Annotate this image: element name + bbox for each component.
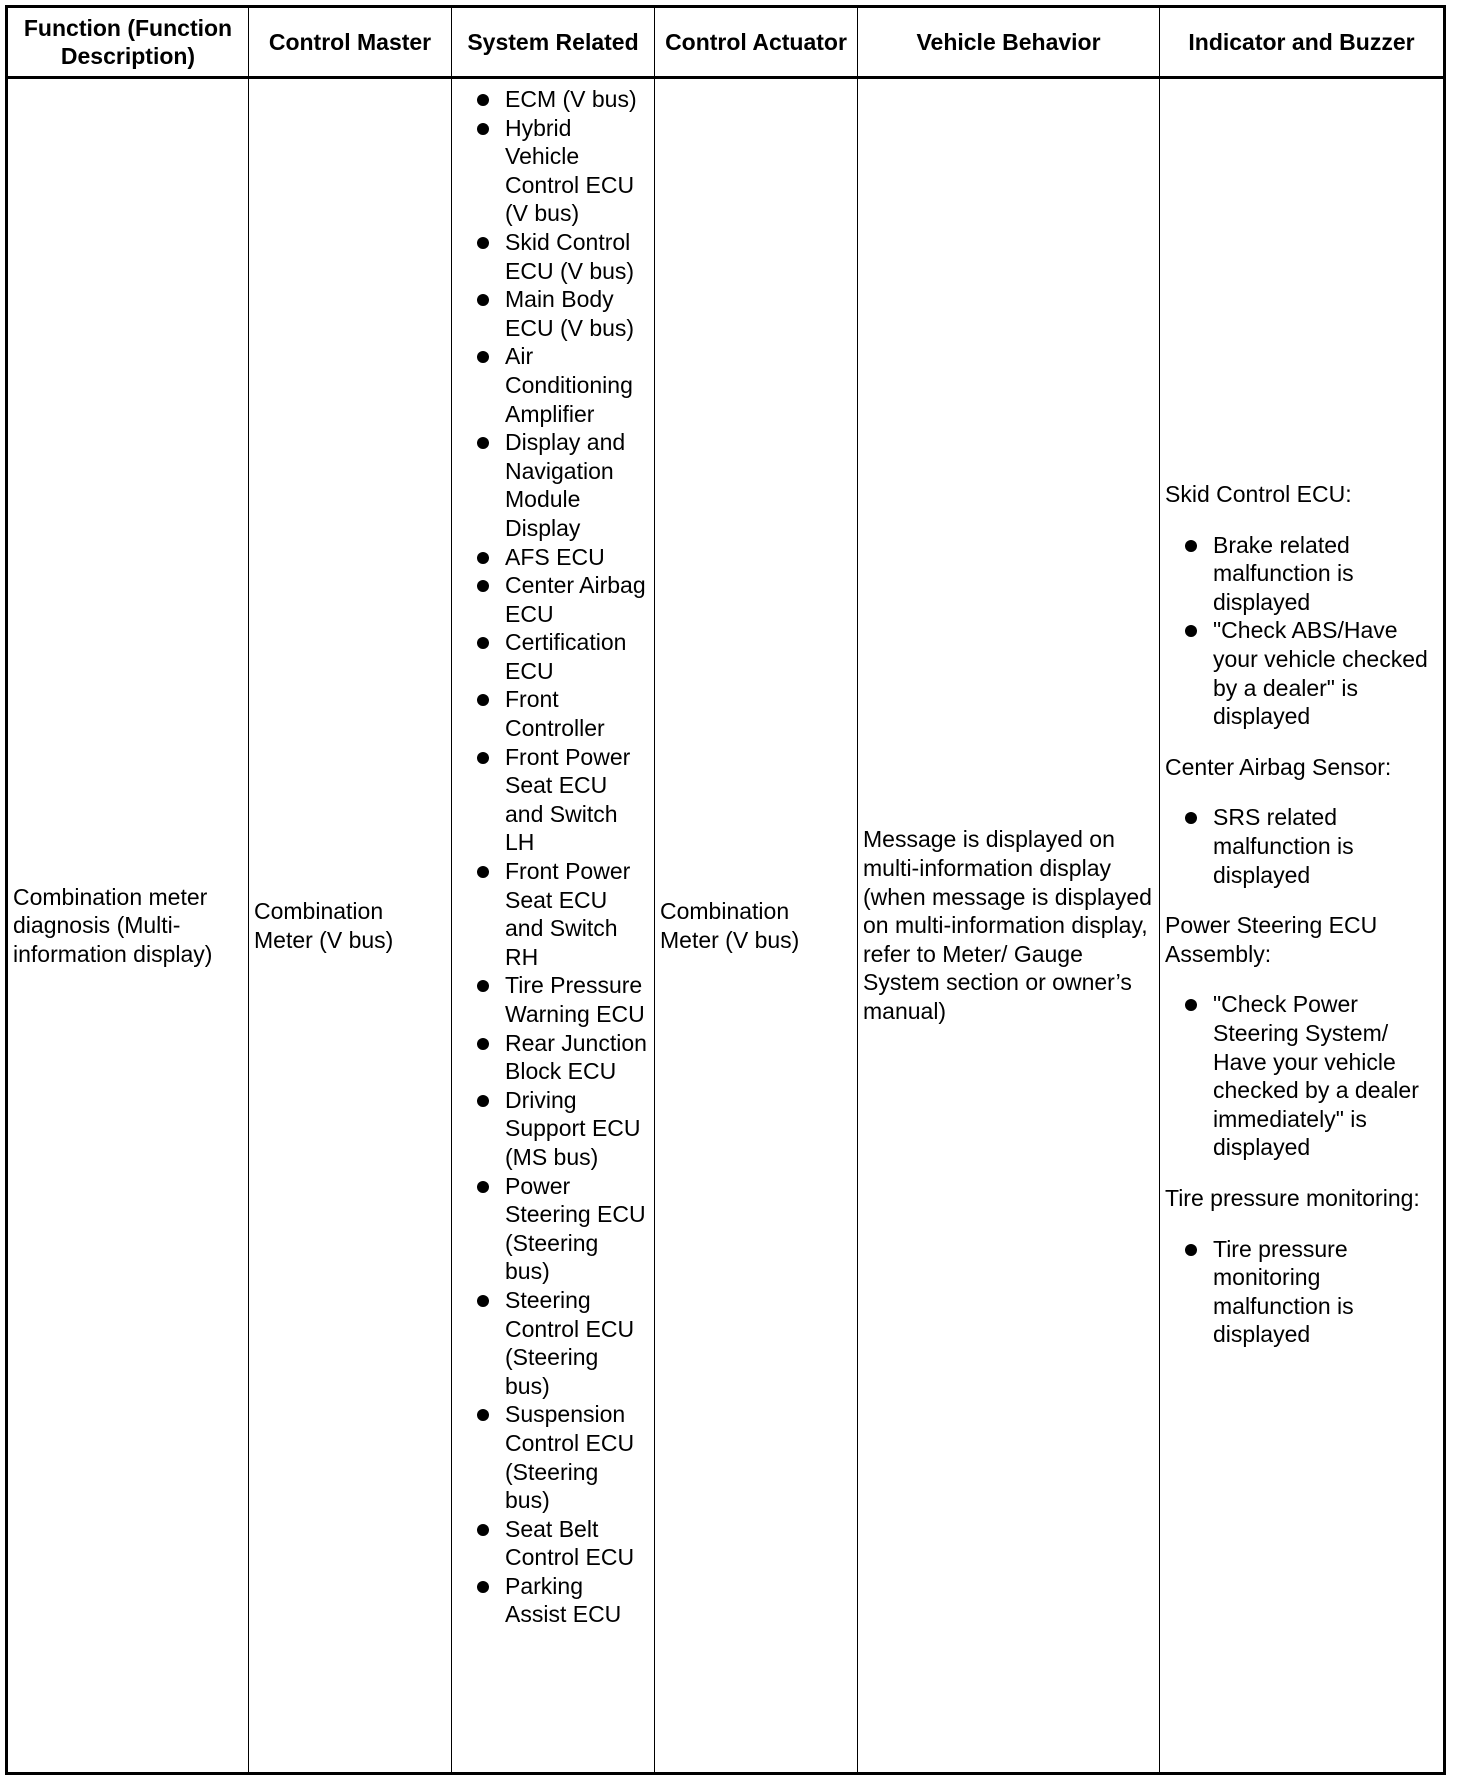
- list-item: Tire pressure monitoring malfunction is displayed: [1165, 1235, 1438, 1349]
- list-item: Brake related malfunction is displayed: [1165, 531, 1438, 617]
- indicator-group-title: Tire pressure monitoring:: [1165, 1184, 1420, 1211]
- indicator-group-title: Skid Control ECU:: [1165, 481, 1352, 508]
- indicator-groups: [1165, 480, 1438, 1349]
- function-table: [5, 5, 1446, 1775]
- indicator-group: [1165, 753, 1438, 889]
- list-item: AFS ECU: [457, 543, 649, 572]
- function-cell: Combination meter diagnosis (Multi-information display): [7, 78, 249, 1774]
- vehicle-behavior-cell: Message is displayed on multi-information display (when message is displayed on multi-information display, refer to Meter/ Gauge System section or owner’s manual): [858, 78, 1160, 1774]
- header-indicator-buzzer: Indicator and Buzzer: [1160, 7, 1445, 78]
- indicator-group-title: Power Steering ECU Assembly:: [1165, 912, 1378, 967]
- system-related-list: [457, 85, 649, 1629]
- header-system-related: System Related: [452, 7, 655, 78]
- list-item: Front Controller: [457, 685, 649, 742]
- list-item: Front Power Seat ECU and Switch RH: [457, 857, 649, 971]
- list-item: Air Conditioning Amplifier: [457, 342, 649, 428]
- header-row: [7, 7, 1445, 78]
- list-item: Parking Assist ECU: [457, 1572, 649, 1629]
- list-item: Hybrid Vehicle Control ECU (V bus): [457, 114, 649, 228]
- list-item: Center Airbag ECU: [457, 571, 649, 628]
- list-item: Power Steering ECU (Steering bus): [457, 1172, 649, 1286]
- list-item: Skid Control ECU (V bus): [457, 228, 649, 285]
- list-item: Rear Junction Block ECU: [457, 1029, 649, 1086]
- list-item: Display and Navigation Module Display: [457, 428, 649, 542]
- control-master-cell: Combination Meter (V bus): [249, 78, 452, 1774]
- indicator-group-title: Center Airbag Sensor:: [1165, 753, 1392, 780]
- list-item: Front Power Seat ECU and Switch LH: [457, 743, 649, 857]
- indicator-list: [1165, 1235, 1438, 1349]
- header-function: Function (Function Description): [7, 7, 249, 78]
- indicator-list: [1165, 990, 1438, 1162]
- list-item: Driving Support ECU (MS bus): [457, 1086, 649, 1172]
- indicator-list: [1165, 531, 1438, 731]
- indicator-buzzer-cell: [1160, 78, 1445, 1774]
- indicator-group: [1165, 911, 1438, 1162]
- list-item: Seat Belt Control ECU: [457, 1515, 649, 1572]
- indicator-group: [1165, 480, 1438, 731]
- system-related-cell: [452, 78, 655, 1774]
- control-actuator-cell: Combination Meter (V bus): [655, 78, 858, 1774]
- list-item: Steering Control ECU (Steering bus): [457, 1286, 649, 1400]
- list-item: Main Body ECU (V bus): [457, 285, 649, 342]
- table-row: [7, 78, 1445, 1774]
- list-item: Suspension Control ECU (Steering bus): [457, 1400, 649, 1514]
- header-control-actuator: Control Actuator: [655, 7, 858, 78]
- list-item: Certification ECU: [457, 628, 649, 685]
- list-item: ECM (V bus): [457, 85, 649, 114]
- list-item: "Check ABS/Have your vehicle checked by a dealer" is displayed: [1165, 616, 1438, 730]
- list-item: "Check Power Steering System/ Have your vehicle checked by a dealer immediately" is displayed: [1165, 990, 1438, 1162]
- indicator-list: [1165, 803, 1438, 889]
- indicator-group: [1165, 1184, 1438, 1349]
- header-vehicle-behavior: Vehicle Behavior: [858, 7, 1160, 78]
- header-control-master: Control Master: [249, 7, 452, 78]
- list-item: SRS related malfunction is displayed: [1165, 803, 1438, 889]
- list-item: Tire Pressure Warning ECU: [457, 971, 649, 1028]
